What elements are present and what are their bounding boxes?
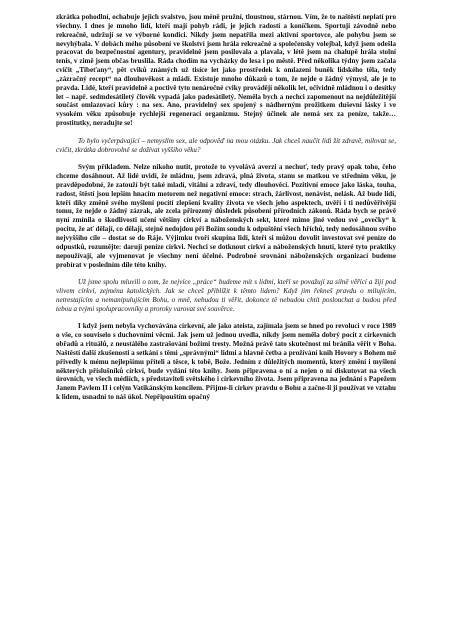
paragraph-gap	[56, 314, 396, 323]
paragraph-3: Svým příkladem. Nelze nikoho nutit, protože to vyvolává averzi a nechuť, tedy pravý opak toho, čeho chceme dosáhnout. Až lidé uvidí, že mládnu, jsem zdravá, plná života, stanu se matkou ve středním věku, je pravděpodobné, že zatouží být také mladí, vitální a zdraví, tedy dlouhověcí. Pozitivní emoce jako láska, touha, radost, štěstí jsou lepším hnacím motorem než negativní emoce: strach, žárlivost, nenávist, nelásk. Až bude lidí, kteří díky změně svého myšlení pocítí zlepšení kvality života ve všech jeho aspektech, uvěří i ti nedůvěřivější tomu, že nejde o žádný zázrak, ale zcela přirozený důsledek působení přírodních zákonů. Ráda bych se právě nyní zmínila o škodlivosti učení většiny církví a náboženských sekt, které mimo jiné vedou své „ovečky“ k pocitu, že ať dělají, co dělají, stejně nedojdou při Božím soudu k odpuštění všech hříchů, tedy nedosáhnou svého nejvyššího cíle – dostat se do Ráje. Výjimku tvoří skupina lidí, kteří si můžou dovolit investovat své peníze do odpustků, rozumějte: darují peníze církvi. Nechci se dotknout církví a náboženských hnutí, které tyto praktiky nepoužívají, ale vyjmenovat je všechny není účelné. Podrobné srovnání náboženských organizací budeme probírat v posledním díle této knihy.	[56, 163, 396, 269]
paragraph-2-question: To bylo vyčerpávající – nemyslím sex, ale odpověď na mou otázku. Jak chceš naučit lidi žít zdravě, milovat se, cvičit, zkrátka dobrovolně se dožívat vyššího věku?	[56, 136, 396, 154]
paragraph-1: zkrátka pohodlní, ochabuje jejich svalstvo, jsou méně pružní, tloustnou, stárnou. Vím, že to naštěstí neplatí pro všechny. I dnes je mnoho lidí, kteří mají pohyb rádi, je jejich radostí a koníčkem. Sportují závodně nebo rekreačně, udržují se ve výborné kondici. Nikdy jsem nepatřila mezi aktivní sportovce, ale pohybu jsem se nevyhýbala. V dobách mého působení ve školství jsem hrála rekreačně a společensky volejbal, když jsem odešla pracovat do bezpečnostní agentury, pravidelně jsem posilovala a plavala, v létě jsem na chalupě hrála stolní tenis, v zimě jsem občas bruslila. Ráda chodím na vycházky do lesa i po městě. Před několika týdny jsem začala cvičit „Tibeťany“, pět cviků známých už tisíce let jako prostředek k omlazení buněk lidského těla, tedy „zázračný recept“ na dlouhověkost a mládí. Existuje mnoho důkazů o tom, že nejde o žádný výmysl, ale je to pravda. Lidé, kteří pravidelně a poctivě tyto nenáročné cviky provádějí několik let, očividně mládnou i o desítky let – např. sedmdesátiletý člověk vypadá jako padesátiletý. Neměla bych a nechci zapomenout na nejdůležitější součást omlazovací kůry : na sex. Ano, pravidelný sex spojený s nádherným prožitkem duševní lásky i ve vysokém věku způsobuje rychlejší regeneraci organizmu. Stejný účinek ale nemá sex za peníze, takže…prostitutky, neradujte se!	[56, 13, 396, 128]
paragraph-gap	[56, 269, 396, 278]
paragraph-gap	[56, 154, 396, 163]
paragraph-gap	[56, 128, 396, 137]
paragraph-4-question: Už jsme spolu mluvili o tom, že nejvíce „práce“ budeme mít s lidmi, kteří se považují za silně věřící a žijí pod vlivem církví, zejména katolických. Jak se chceš přiblížit k těmto lidem? Když jim řekneš pravdu o milujícím, netrestajícím a nemanipulujícím Bohu, o mně, nebudou ti věřit, dokonce tě nebudou chtít poslouchat a budou před tebou a tvými spolupracovníky a proroky varovat své souvěrce.	[56, 278, 396, 313]
paragraph-5: I když jsem nebyla vychovávána církevní, ale jako ateista, zajímala jsem se hned po revoluci v roce 1989 o vše, co souviselo s duchovními věcmi. Jak jsem už jednou uvedla, nikdy jsem neměla dobrý pocit z církevních obřadů a rituálů, z neustálého zastrašování božími tresty. Možná právě tato skutečnost mi bránila věřit v Boha. Naštěstí další zkušenosti a setkání s těmi „správnými“ lidmi a hlavně četba a prožívání knih Hovory s Bohem mě přivedly k mému nejlepšímu příteli a těsce, k tobě, Bože. Jedním z důležitých momentů, který změní i myšlení některých příslušníků církví, bude vydání této knihy. Jsem připravena o ní a nejen o ní diskutovat na všech úrovních, ve všech médiích, s představiteli světského i církevního života. Jsem připravena na jednání s Papežem Janem Pavlem II i celým Vatikánským koncilem. Přijme-li církev pravdu o Bohu a začne-li ji používat ve vztahu k lidem, usnadní to náš úkol. Nepřipouštím opačný	[56, 322, 396, 402]
